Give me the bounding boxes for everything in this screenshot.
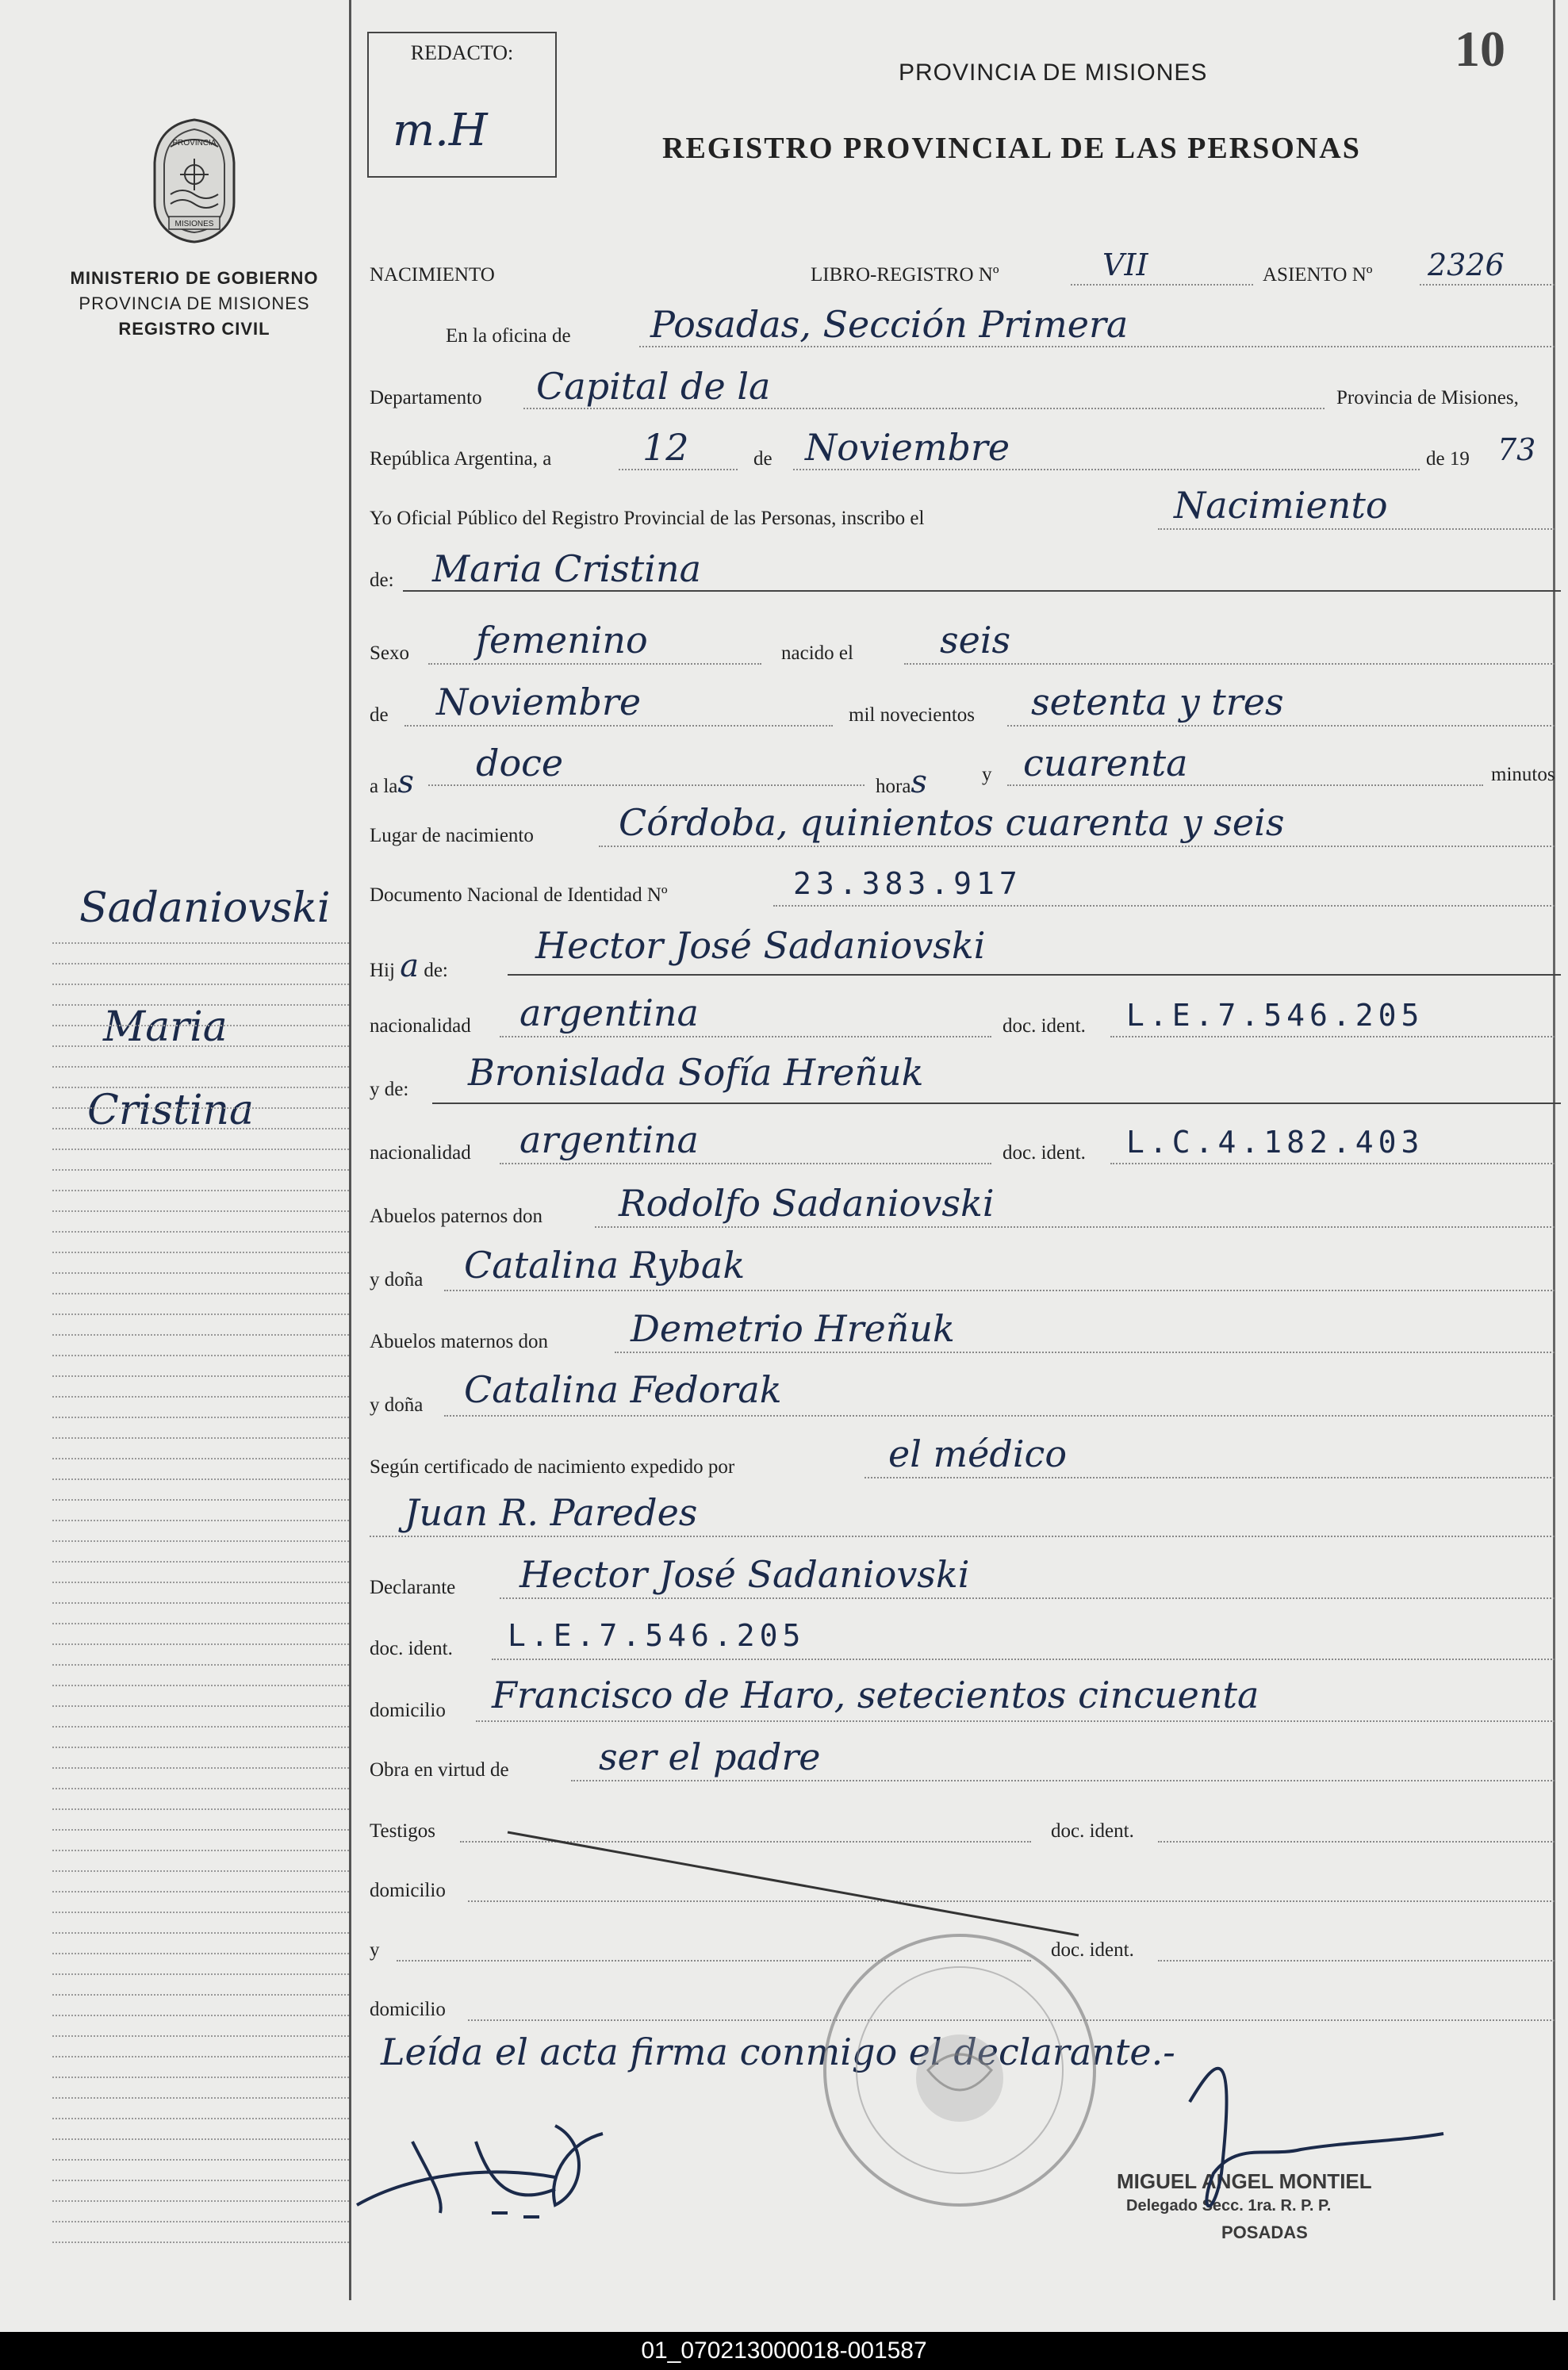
value-departamento: Capital de la bbox=[536, 365, 771, 408]
header-province: PROVINCIA DE MISIONES bbox=[899, 59, 1208, 86]
value-dia: 12 bbox=[642, 426, 689, 469]
redacto-label: REDACTO: bbox=[410, 41, 514, 64]
value-madre-doc: L.C.4.182.403 bbox=[1126, 1125, 1424, 1160]
ministry-line3: REGISTRO CIVIL bbox=[118, 319, 270, 339]
stamp-name: MIGUEL ANGEL MONTIEL bbox=[1117, 2169, 1372, 2193]
value-certificado-por: el médico bbox=[888, 1432, 1068, 1475]
label-doc-testigo2: doc. ident. bbox=[1051, 1939, 1134, 1961]
label-documento: Documento Nacional de Identidad Nº bbox=[370, 884, 668, 906]
label-hij: Hij a de: bbox=[370, 948, 448, 984]
label-minutos: minutos bbox=[1491, 764, 1555, 785]
value-madre: Bronislada Sofía Hreñuk bbox=[468, 1051, 924, 1094]
value-abuelo-paterno: Rodolfo Sadaniovski bbox=[619, 1182, 995, 1225]
label-nacionalidad-madre: nacionalidad bbox=[370, 1142, 471, 1164]
label-libro: LIBRO-REGISTRO Nº bbox=[811, 264, 999, 286]
label-doc-declarante: doc. ident. bbox=[370, 1638, 453, 1659]
label-abuelos-paternos: Abuelos paternos don bbox=[370, 1206, 543, 1227]
value-abuelo-materno: Demetrio Hreñuk bbox=[631, 1307, 955, 1350]
value-abuela-materna: Catalina Fedorak bbox=[464, 1368, 782, 1411]
header-registry: REGISTRO PROVINCIAL DE LAS PERSONAS bbox=[662, 132, 1361, 165]
label-republica: República Argentina, a bbox=[370, 448, 552, 470]
value-madre-nacionalidad: argentina bbox=[519, 1118, 699, 1161]
label-de-anio: de 19 bbox=[1426, 448, 1470, 470]
label-nacido-el: nacido el bbox=[781, 642, 853, 664]
value-declarante: Hector José Sadaniovski bbox=[519, 1553, 970, 1596]
label-nacimiento: NACIMIENTO bbox=[370, 264, 495, 286]
label-departamento: Departamento bbox=[370, 387, 482, 408]
label-segun: Según certificado de nacimiento expedido por bbox=[370, 1456, 735, 1478]
margin-name1: Maria bbox=[103, 1003, 228, 1051]
label-declarante: Declarante bbox=[370, 1577, 456, 1598]
page-number: 10 bbox=[1455, 21, 1505, 77]
label-y-de: y de: bbox=[370, 1079, 409, 1100]
label-y-dona-paterna: y doña bbox=[370, 1269, 424, 1290]
value-nombre: Maria Cristina bbox=[432, 547, 702, 590]
label-provincia-misiones: Provincia de Misiones, bbox=[1336, 387, 1519, 408]
seal-text-top: PROVINCIA bbox=[172, 139, 217, 148]
value-declarante-doc: L.E.7.546.205 bbox=[508, 1618, 806, 1653]
label-horas: horas bbox=[876, 764, 927, 800]
label-testigos: Testigos bbox=[370, 1820, 435, 1842]
value-padre: Hector José Sadaniovski bbox=[535, 924, 986, 967]
label-domicilio: domicilio bbox=[370, 1700, 446, 1721]
value-cierre: Leída el acta firma conmigo el declarante.- bbox=[381, 2031, 1175, 2073]
value-padre-doc: L.E.7.546.205 bbox=[1126, 998, 1424, 1033]
stamp-city: POSADAS bbox=[1221, 2222, 1308, 2242]
label-oficina: En la oficina de bbox=[446, 325, 571, 347]
value-abuela-paterna: Catalina Rybak bbox=[464, 1244, 746, 1287]
value-hora: doce bbox=[476, 742, 564, 784]
value-minutos: cuarenta bbox=[1023, 742, 1188, 784]
testigos-strike-line bbox=[508, 1832, 1079, 1935]
label-de-mes-registro: de bbox=[753, 448, 772, 470]
label-yo-oficial: Yo Oficial Público del Registro Provincial de las Personas, inscribo el bbox=[370, 508, 925, 529]
label-y-testigo: y bbox=[370, 1939, 380, 1961]
label-nacionalidad-padre: nacionalidad bbox=[370, 1015, 471, 1037]
value-sexo: femenino bbox=[476, 619, 648, 662]
value-mes-nac: Noviembre bbox=[436, 681, 642, 723]
label-obra: Obra en virtud de bbox=[370, 1759, 509, 1781]
value-oficina: Posadas, Sección Primera bbox=[650, 303, 1129, 346]
label-asiento: ASIENTO Nº bbox=[1263, 264, 1373, 286]
label-doc-padre: doc. ident. bbox=[1003, 1015, 1086, 1037]
label-de-mes-nac: de bbox=[370, 704, 389, 726]
label-y-dona-materna: y doña bbox=[370, 1394, 424, 1416]
declarant-signature-icon bbox=[357, 2126, 603, 2213]
label-a-las: a las bbox=[370, 764, 414, 800]
ministry-line2: PROVINCIA DE MISIONES bbox=[79, 293, 310, 313]
value-obra: ser el padre bbox=[599, 1735, 821, 1778]
margin-name2: Cristina bbox=[87, 1087, 254, 1134]
value-dia-nac: seis bbox=[940, 619, 1011, 662]
label-mil-novecientos: mil novecientos bbox=[849, 704, 975, 726]
label-sexo: Sexo bbox=[370, 642, 409, 664]
value-mes: Noviembre bbox=[805, 426, 1010, 469]
label-domicilio-testigo1: domicilio bbox=[370, 1880, 446, 1901]
label-y-minutos: y bbox=[982, 764, 992, 785]
label-domicilio-testigo2: domicilio bbox=[370, 1999, 446, 2020]
value-libro: VII bbox=[1102, 247, 1148, 282]
footer-file-id: 01_070213000018-001587 bbox=[0, 2332, 1568, 2370]
seal-text-bottom: MISIONES bbox=[174, 220, 214, 228]
label-doc-madre: doc. ident. bbox=[1003, 1142, 1086, 1164]
margin-surname: Sadaniovski bbox=[79, 884, 331, 932]
value-tipo: Nacimiento bbox=[1174, 484, 1388, 527]
label-doc-testigo1: doc. ident. bbox=[1051, 1820, 1134, 1842]
value-medico: Juan R. Paredes bbox=[404, 1491, 698, 1534]
label-lugar: Lugar de nacimiento bbox=[370, 825, 534, 846]
ministry-line1: MINISTERIO DE GOBIERNO bbox=[70, 268, 319, 288]
value-anio-nac: setenta y tres bbox=[1031, 681, 1284, 723]
value-asiento: 2326 bbox=[1428, 247, 1505, 282]
value-domicilio: Francisco de Haro, setecientos cincuenta bbox=[492, 1674, 1259, 1716]
redacto-initials: m.H bbox=[393, 105, 488, 156]
label-abuelos-maternos: Abuelos maternos don bbox=[370, 1331, 548, 1352]
value-dni: 23.383.917 bbox=[793, 866, 1022, 901]
value-lugar: Córdoba, quinientos cuarenta y seis bbox=[619, 801, 1285, 844]
official-signature-icon bbox=[1190, 2069, 1443, 2207]
stamp-title: Delegado Secc. 1ra. R. P. P. bbox=[1126, 2197, 1332, 2215]
label-de-nombre: de: bbox=[370, 569, 394, 591]
value-padre-nacionalidad: argentina bbox=[519, 991, 699, 1034]
value-anio: 73 bbox=[1497, 432, 1536, 467]
